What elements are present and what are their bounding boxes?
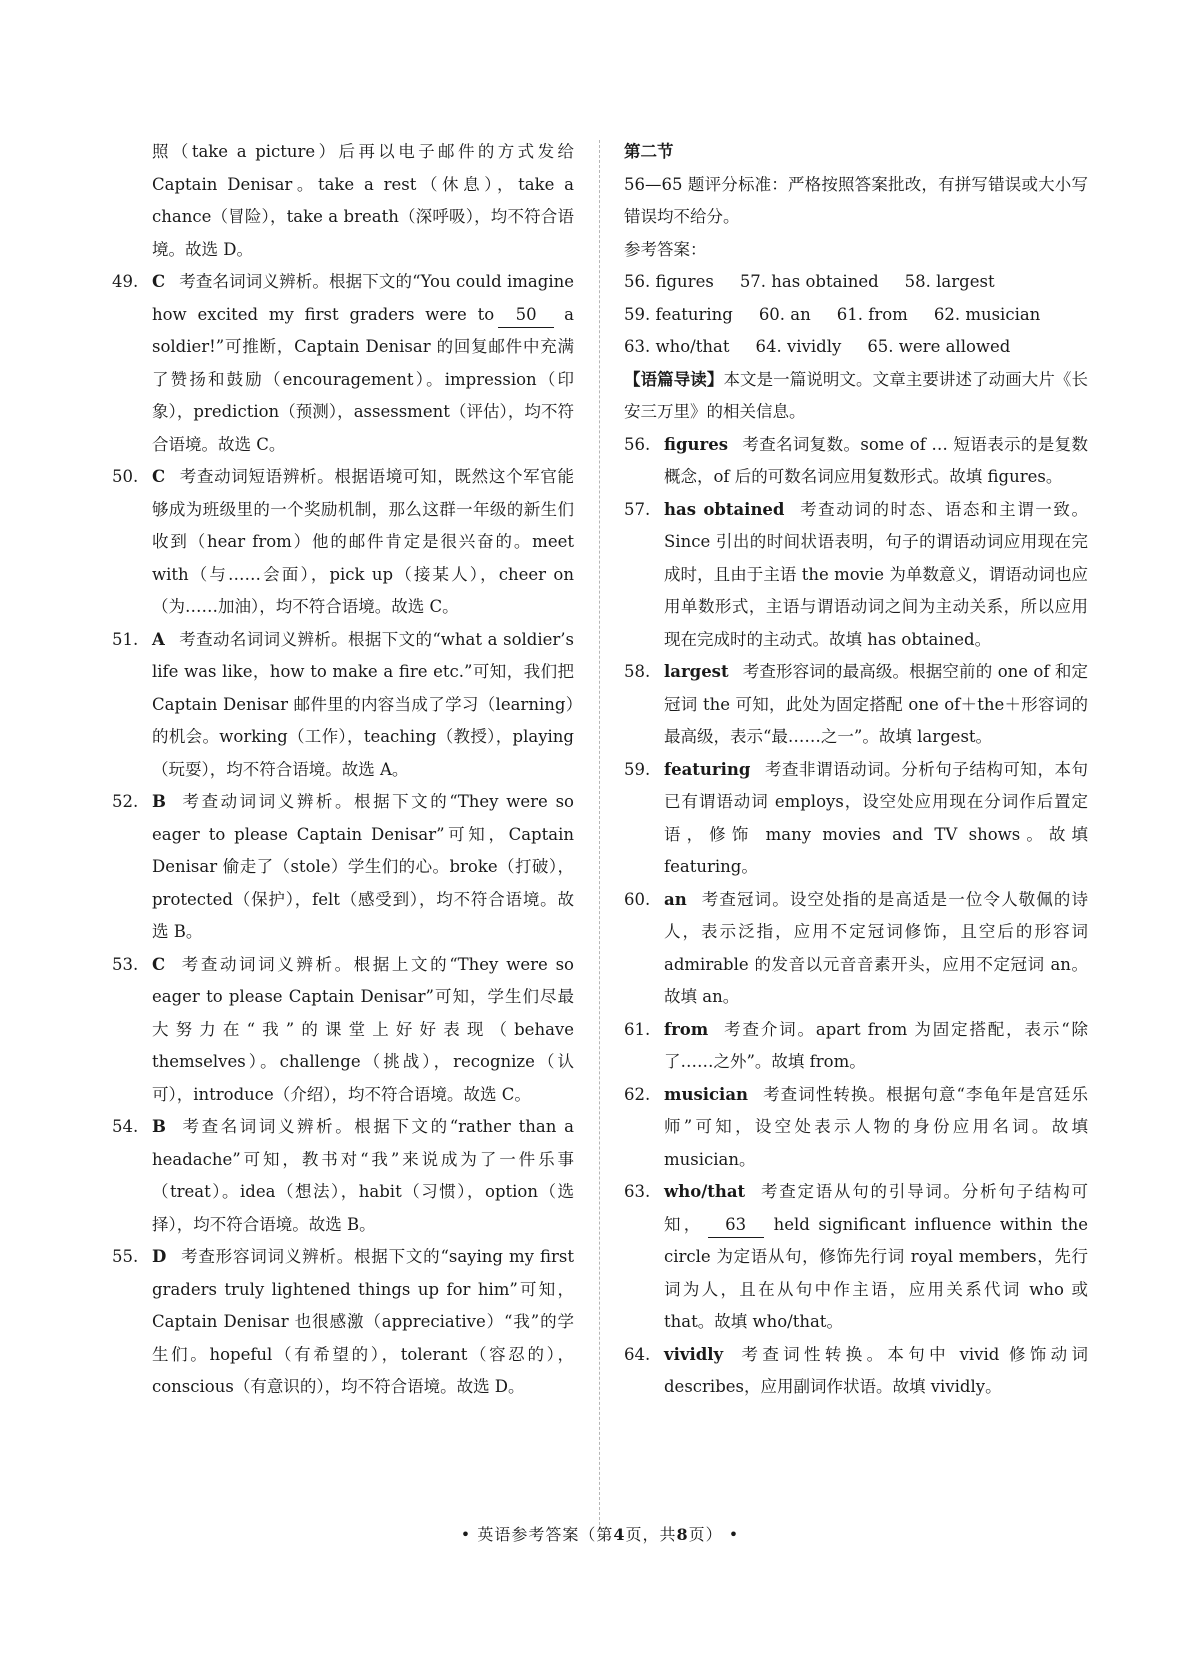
item-number: 64.: [624, 1344, 651, 1364]
key-entry: 60. an: [758, 304, 811, 324]
item-explanation-cont: held significant influence within the circle 为定语从句，修饰先行词 royal members，先行词为人，且在从句中作主语，应用关系代词 who 或 that。故填 who/that。: [664, 1214, 1089, 1331]
item-answer: musician: [664, 1084, 749, 1104]
answer-item-53: [112, 949, 574, 1112]
key-entry: 57. has obtained: [739, 272, 879, 291]
item-answer: B: [152, 1117, 166, 1136]
answer-item-49: [112, 266, 574, 461]
item-explanation: 考查介词。apart from 为固定搭配，表示“除了……之外”。故填 from。: [664, 1019, 1088, 1071]
key-entry: 58. largest: [904, 272, 995, 291]
item-explanation: 考查定语从句的引导词。分析句子结构可知，: [664, 1182, 1088, 1234]
item-number: 52.: [112, 792, 139, 811]
item-answer: D: [152, 1247, 167, 1266]
item-answer: from: [664, 1019, 709, 1039]
item-answer: figures: [664, 434, 729, 454]
item-number: 57.: [624, 499, 651, 519]
answer-key-row: [624, 331, 1088, 364]
item-explanation: 考查动词词义辨析。根据下文的“They were so eager to please Captain Denisar”可知，Captain Denisar 偷走了（stole）学生们的心。broke（打破），protected（保护），felt（感受到），均不符合语境。故选 B。: [152, 792, 574, 941]
item-answer: featuring: [664, 759, 751, 779]
right-column: [624, 136, 1088, 1404]
current-page-number: 4: [613, 1525, 626, 1544]
total-page-count: 8: [676, 1525, 689, 1544]
key-entry: 61. from: [836, 304, 908, 324]
item-explanation: 考查动词短语辨析。根据语境可知，既然这个军官能够成为班级里的一个奖励机制，那么这群一年级的新生们收到（hear from）他的邮件肯定是很兴奋的。meet with（与……会面），pick up（接某人），cheer on（为……加油），均不符合语境。故选 C。: [152, 467, 574, 616]
item-explanation: 考查动词词义辨析。根据上文的“They were so eager to please Captain Denisar”可知，学生们尽最大努力在“我”的课堂上好好表现（behave themselves）。challenge（挑战），recognize（认可），introduce（介绍），均不符合语境。故选 C。: [152, 954, 574, 1104]
key-entry: 62. musician: [933, 304, 1041, 324]
item-number: 50.: [112, 467, 139, 486]
item-number: 58.: [624, 662, 651, 681]
footer-text: 英语参考答案（第4页，共8页）: [477, 1525, 723, 1544]
item-explanation-cont: a soldier!”可推断，Captain Denisar 的回复邮件中充满了赞扬和鼓励（encouragement）。impression（印象），prediction（预测），assessment（评估），均不符合语境。故选 C。: [152, 304, 574, 454]
section-heading: 第二节: [624, 142, 674, 161]
item-explanation: 考查形容词词义辨析。根据下文的“saying my first graders truly lightened things up for him”可知，Captain Denisar 也很感激（appreciative）“我”的学生们。hopeful（有希望的），tolerant（容忍的），conscious（有意识的），均不符合语境。故选 D。: [152, 1247, 574, 1396]
passage-guide-tag: 【语篇导读】: [624, 369, 724, 389]
answer-item-62: [624, 1079, 1088, 1177]
item-number: 63.: [624, 1182, 651, 1201]
blank-63: 63: [708, 1213, 764, 1238]
answer-item-63: [624, 1176, 1088, 1339]
key-entry: 59. featuring: [624, 304, 733, 324]
item-explanation: 考查名词词义辨析。根据下文的“rather than a headache”可知，教书对“我”来说成为了一件乐事（treat）。idea（想法），habit（习惯），option（选择），均不符合语境。故选 B。: [152, 1117, 574, 1234]
item-explanation: 考查名词复数。some of … 短语表示的是复数概念，of 后的可数名词应用复数形式。故填 figures。: [664, 434, 1088, 486]
item-number: 61.: [624, 1019, 651, 1039]
answer-item-50: [112, 461, 574, 624]
column-divider: [599, 140, 600, 1530]
page-footer: [0, 1522, 1200, 1545]
key-entry: 65. were allowed: [867, 337, 1011, 356]
answer-item-54: [112, 1111, 574, 1241]
item-answer: has obtained: [664, 499, 785, 519]
answer-key-label: 参考答案：: [624, 239, 707, 259]
answer-item-52: [112, 786, 574, 949]
item-number: 56.: [624, 434, 651, 454]
item-explanation: 考查形容词的最高级。根据空前的 one of 和定冠词 the 可知，此处为固定搭配 one of＋the＋形容词的最高级，表示“最……之一”。故填 largest。: [664, 662, 1088, 746]
answer-item-61: [624, 1014, 1088, 1079]
footer-bullet: •: [460, 1525, 472, 1544]
item-number: 53.: [112, 954, 139, 974]
item-explanation: 考查冠词。设空处指的是高适是一位令人敬佩的诗人，表示泛指，应用不定冠词修饰，且空后的形容词 admirable 的发音以元音音素开头，应用不定冠词 an。故填 an。: [664, 889, 1088, 1006]
item-answer: vividly: [664, 1344, 724, 1364]
item-number: 59.: [624, 759, 651, 779]
item-number: 60.: [624, 889, 651, 909]
item-answer: largest: [664, 662, 729, 681]
blank-50: 50: [498, 303, 554, 328]
q48-continuation: 照（take a picture）后再以电子邮件的方式发给 Captain Denisar。take a rest（休息），take a chance（冒险），take a breath（深呼吸），均不符合语境。故选 D。: [152, 142, 574, 259]
item-explanation: 考查非谓语动词。分析句子结构可知，本句已有谓语动词 employs，设空处应用现在分词作后置定语，修饰 many movies and TV shows。故填 featuring。: [664, 759, 1088, 876]
item-explanation: 考查词性转换。本句中 vivid 修饰动词 describes，应用副词作状语。故填 vividly。: [664, 1344, 1088, 1396]
answer-key-row: [624, 299, 1088, 332]
item-number: 54.: [112, 1117, 139, 1136]
item-number: 62.: [624, 1084, 651, 1104]
item-answer: C: [152, 272, 166, 291]
item-explanation: 考查词性转换。根据句意“李龟年是宫廷乐师”可知，设空处表示人物的身份应用名词。故填 musician。: [664, 1084, 1088, 1169]
item-answer: A: [152, 629, 165, 649]
answer-item-56: [624, 429, 1088, 494]
key-entry: 56. figures: [624, 272, 714, 291]
answer-item-51: [112, 624, 574, 787]
passage-guide: [624, 364, 1088, 429]
grading-criteria: 56—65 题评分标准：严格按照答案批改，有拼写错误或大小写错误均不给分。: [624, 174, 1088, 226]
answer-item-64: [624, 1339, 1088, 1404]
item-answer: an: [664, 889, 687, 909]
answer-item-60: [624, 884, 1088, 1014]
key-entry: 64. vividly: [755, 337, 842, 356]
item-number: 49.: [112, 272, 139, 291]
item-explanation: 考查动名词词义辨析。根据下文的“what a soldier’s life was like，how to make a fire etc.”可知，我们把 Captain Denisar 邮件里的内容当成了学习（learning）的机会。working（工作），teaching（教授），playing（玩耍），均不符合语境。故选 A。: [152, 629, 574, 779]
passage-guide-text: 本文是一篇说明文。文章主要讲述了动画大片《长安三万里》的相关信息。: [624, 369, 1089, 421]
key-entry: 63. who/that: [624, 337, 730, 356]
answer-item-59: [624, 754, 1088, 884]
item-explanation: 考查动词的时态、语态和主谓一致。Since 引出的时间状语表明，句子的谓语动词应用现在完成时，且由于主语 the movie 为单数意义，谓语动词也应用单数形式，主语与谓语动词之间为主动关系，所以应用现在完成时的主动式。故填 has obtained。: [664, 499, 1088, 649]
item-answer: C: [152, 954, 166, 974]
item-answer: C: [152, 467, 166, 486]
answer-item-58: [624, 656, 1088, 754]
item-number: 55.: [112, 1247, 139, 1266]
left-column: [112, 136, 574, 1404]
answer-item-57: [624, 494, 1088, 657]
answer-key-row: [624, 266, 1088, 299]
item-answer: B: [152, 792, 166, 811]
answer-item-55: [112, 1241, 574, 1404]
footer-bullet: •: [728, 1525, 740, 1544]
item-number: 51.: [112, 629, 139, 649]
item-answer: who/that: [664, 1182, 746, 1201]
item-explanation: 考查名词词义辨析。根据下文的“You could imagine how excited my first graders were to: [152, 272, 574, 324]
